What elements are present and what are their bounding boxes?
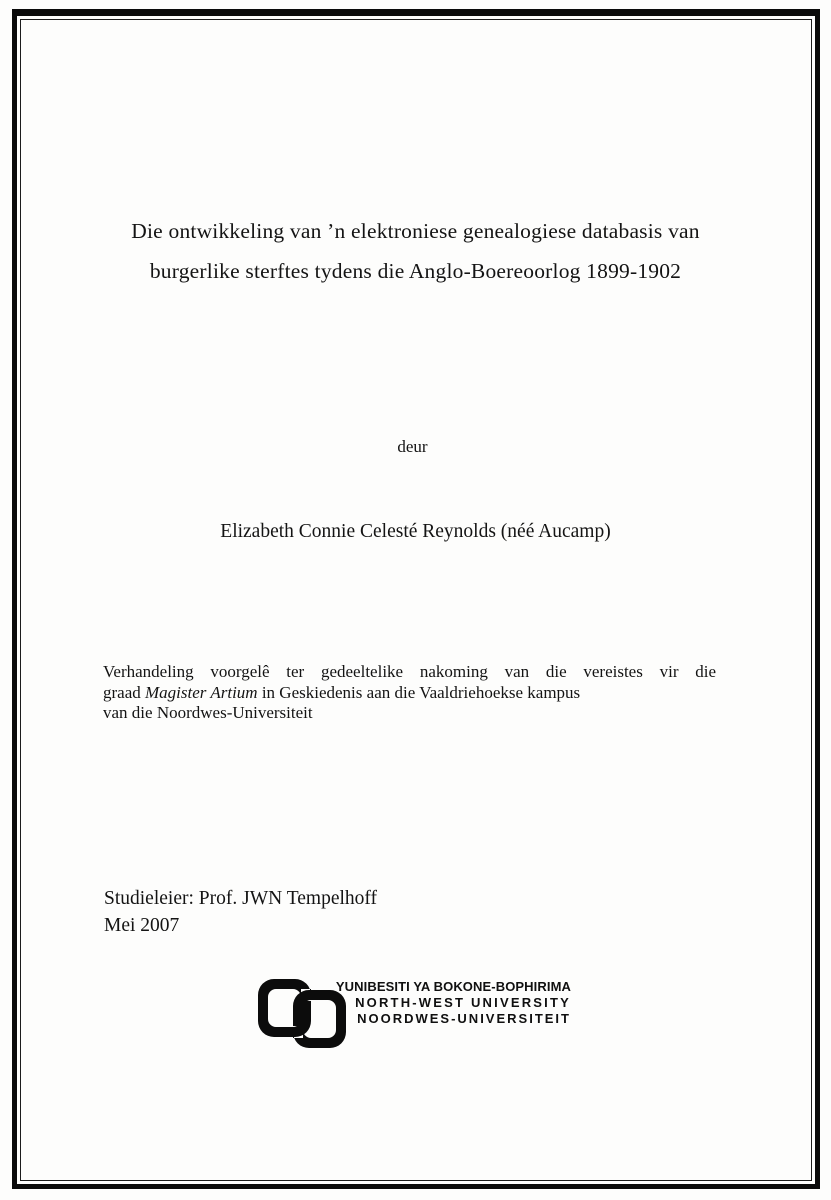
degree-statement-line-2-pre: graad	[103, 682, 146, 702]
thesis-title-line-1: Die ontwikkeling van ’n elektroniese genealogiese databasis van	[131, 219, 700, 243]
author-name: Elizabeth Connie Celesté Reynolds (néé Aucamp)	[220, 521, 611, 542]
logo-line-english: NORTH-WEST UNIVERSITY	[355, 995, 571, 1010]
degree-statement	[103, 662, 716, 724]
degree-statement-line-2-post: in Geskiedenis aan die Vaaldriehoekse kampus	[257, 682, 581, 702]
imprint	[104, 885, 377, 939]
degree-name-italic: Magister Artium	[145, 682, 258, 702]
byline-label: deur	[397, 437, 428, 456]
logo-line-setswana: YUNIBESITI YA BOKONE-BOPHIRIMA	[335, 979, 571, 994]
degree-statement-line-3: van die Noordwes-Universiteit	[103, 703, 313, 722]
logo-line-afrikaans: NOORDWES-UNIVERSITEIT	[357, 1011, 571, 1026]
university-logo	[258, 977, 573, 1052]
thesis-title	[60, 211, 771, 291]
supervisor-line: Studieleier: Prof. JWN Tempelhoff	[104, 888, 378, 909]
date-line: Mei 2007	[104, 915, 180, 936]
degree-statement-line-1: Verhandeling voorgelê ter gedeeltelike nakoming van die vereistes vir die	[103, 662, 716, 681]
university-logo-text	[291, 979, 571, 1027]
degree-statement-line-2	[103, 683, 716, 704]
thesis-title-line-2: burgerlike sterftes tydens die Anglo-Boereoorlog 1899-1902	[149, 259, 682, 283]
